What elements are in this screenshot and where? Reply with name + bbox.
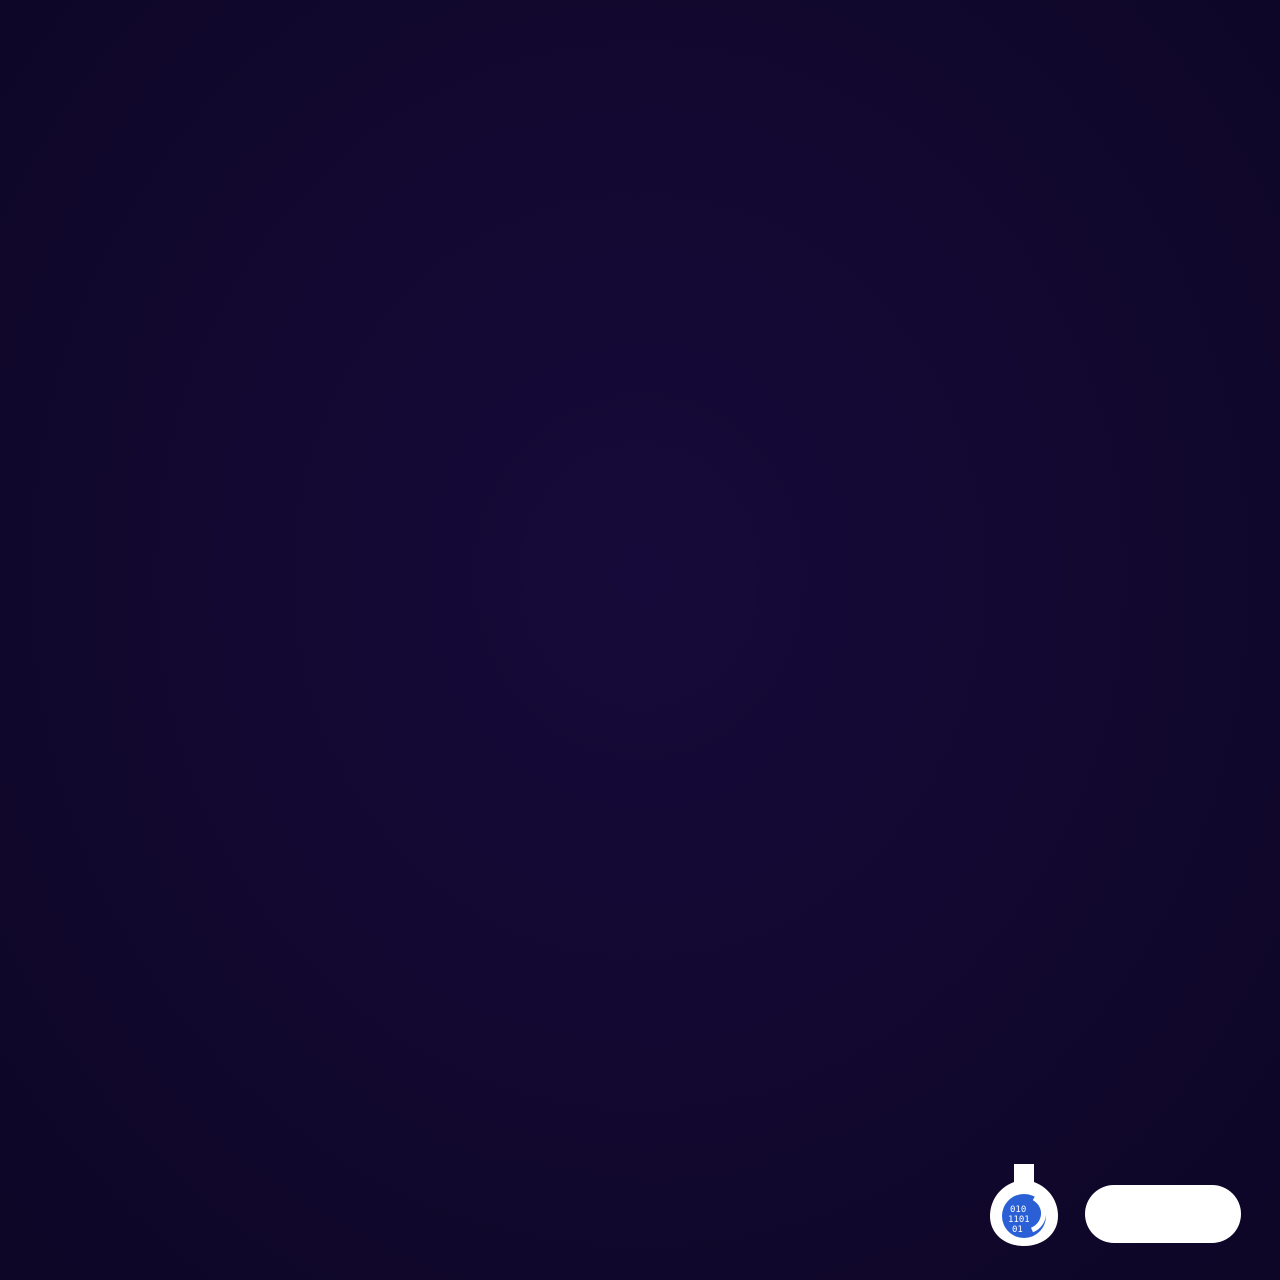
- svg-text:01: 01: [1012, 1225, 1023, 1235]
- itmo-logo: [1085, 1185, 1241, 1243]
- svg-text:010: 010: [1010, 1205, 1027, 1215]
- flask-logo-icon: [988, 1160, 1060, 1248]
- svg-text:1101: 1101: [1008, 1215, 1030, 1225]
